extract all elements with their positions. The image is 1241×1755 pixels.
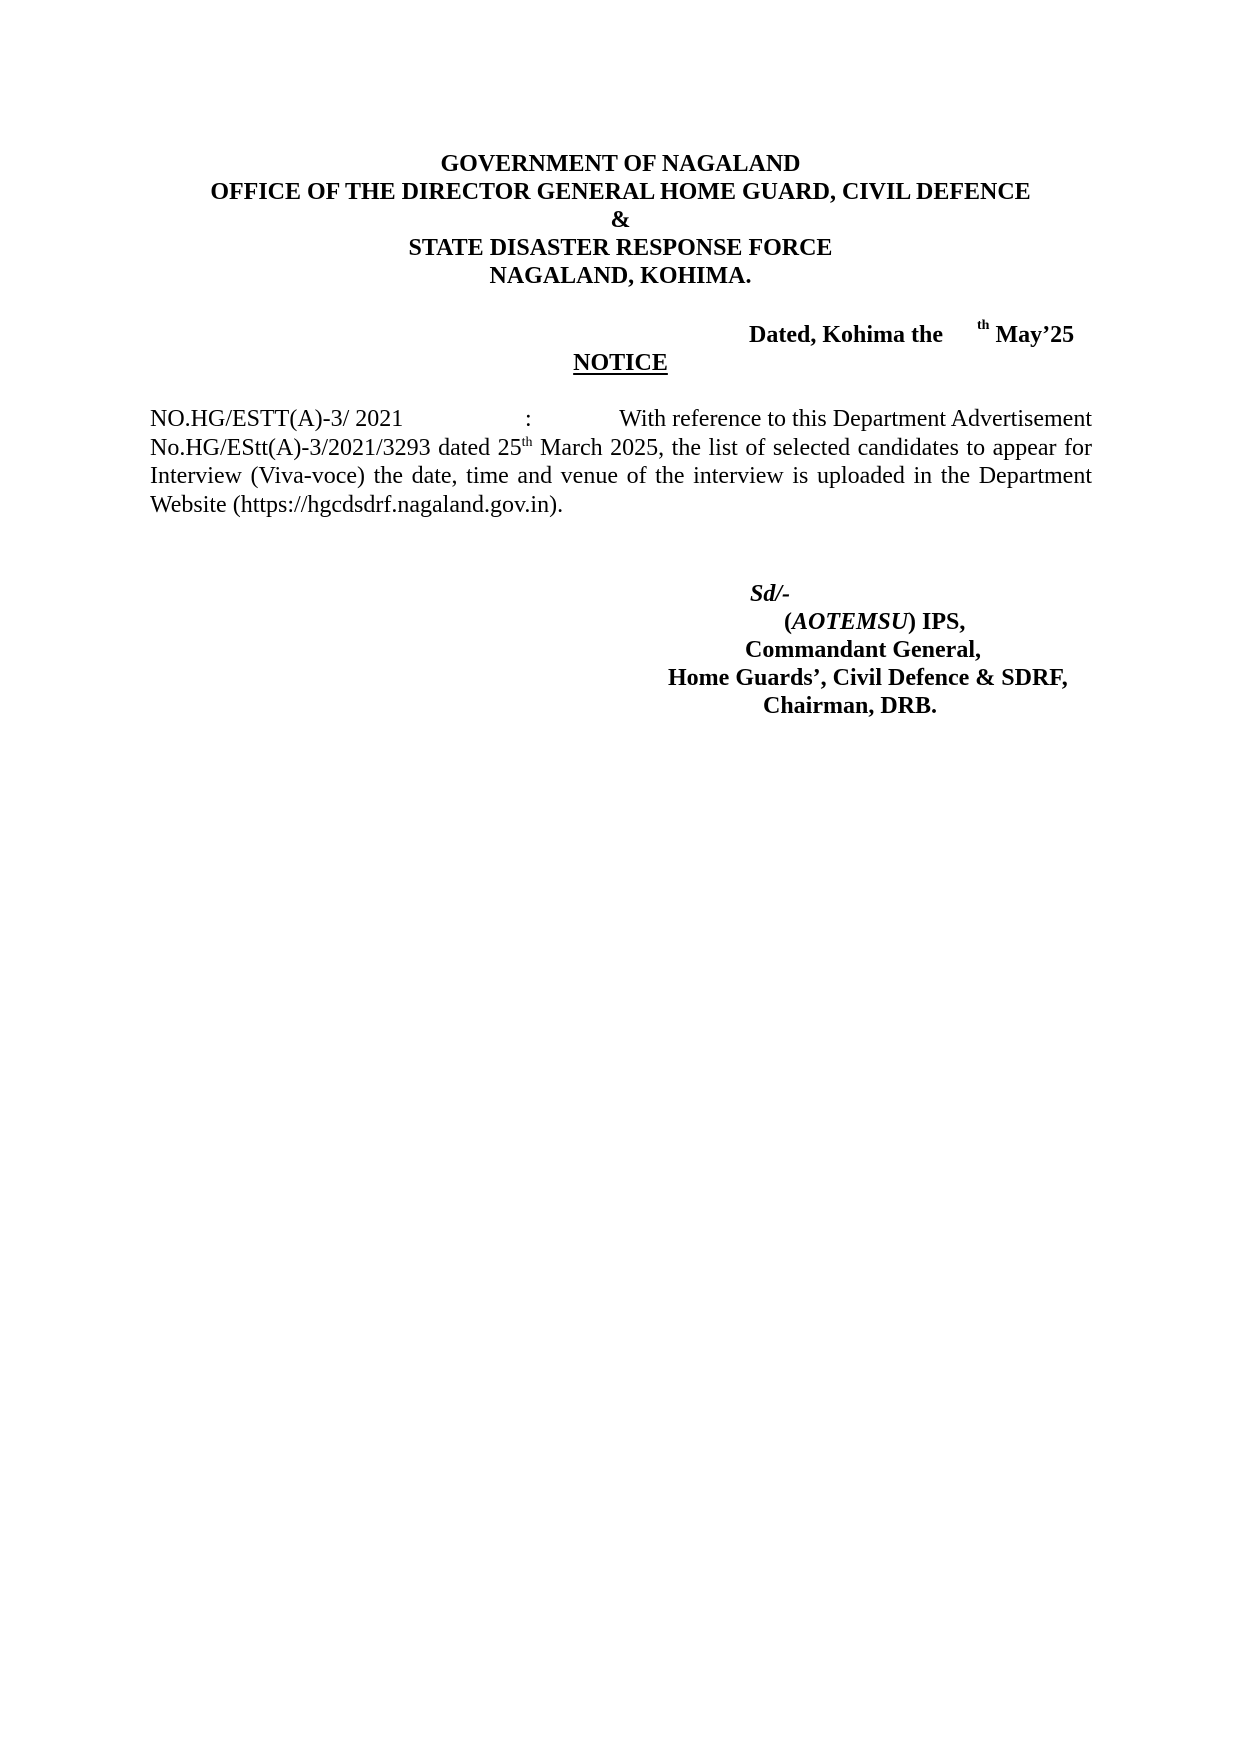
name-open-paren: (: [784, 609, 792, 635]
body-rest: March 2025, the list of selected candidates to appear for Interview (Viva-voce) the date, time and venue of the interview is uploaded in the Department Website (https://hgcdsdrf.nagaland.gov.in).: [150, 434, 1093, 518]
letterhead: [0, 150, 1241, 290]
reference-colon: :: [525, 406, 532, 432]
signatory-chairman: Chairman, DRB.: [763, 693, 938, 719]
notice-body: [150, 405, 1092, 519]
reference-intro: With reference to this Department Advertisement: [619, 406, 1092, 432]
signatory-name-italic: AOTEMSU: [792, 609, 909, 635]
reference-number: NO.HG/ESTT(A)-3/ 2021: [150, 406, 404, 432]
signatory-suffix: ) IPS,: [908, 609, 966, 635]
notice-heading: NOTICE: [573, 350, 668, 376]
reference-line: [150, 405, 1092, 434]
signatory-title: Commandant General,: [745, 637, 981, 663]
signatory-name: [784, 608, 965, 636]
date-line: [749, 318, 1075, 349]
advertisement-number: No.HG/EStt(A)-3/2021/3293 dated 25: [150, 434, 522, 461]
header-government: GOVERNMENT OF NAGALAND: [440, 151, 801, 177]
body-text: [150, 434, 1092, 520]
signatory-organisation: Home Guards’, Civil Defence & SDRF,: [668, 665, 1068, 691]
signature-sd: Sd/-: [750, 581, 791, 607]
notice-title: [0, 350, 1241, 377]
header-sdrf: STATE DISASTER RESPONSE FORCE: [408, 235, 833, 261]
header-ampersand: &: [610, 207, 631, 233]
header-location: NAGALAND, KOHIMA.: [489, 263, 752, 289]
date-prefix: Dated, Kohima the: [749, 322, 943, 348]
date-ordinal: th: [977, 318, 990, 333]
header-office: OFFICE OF THE DIRECTOR GENERAL HOME GUARD, CIVIL DEFENCE: [210, 179, 1031, 205]
date-month: May’25: [995, 322, 1075, 348]
advertisement-date-ordinal: th: [521, 434, 533, 450]
